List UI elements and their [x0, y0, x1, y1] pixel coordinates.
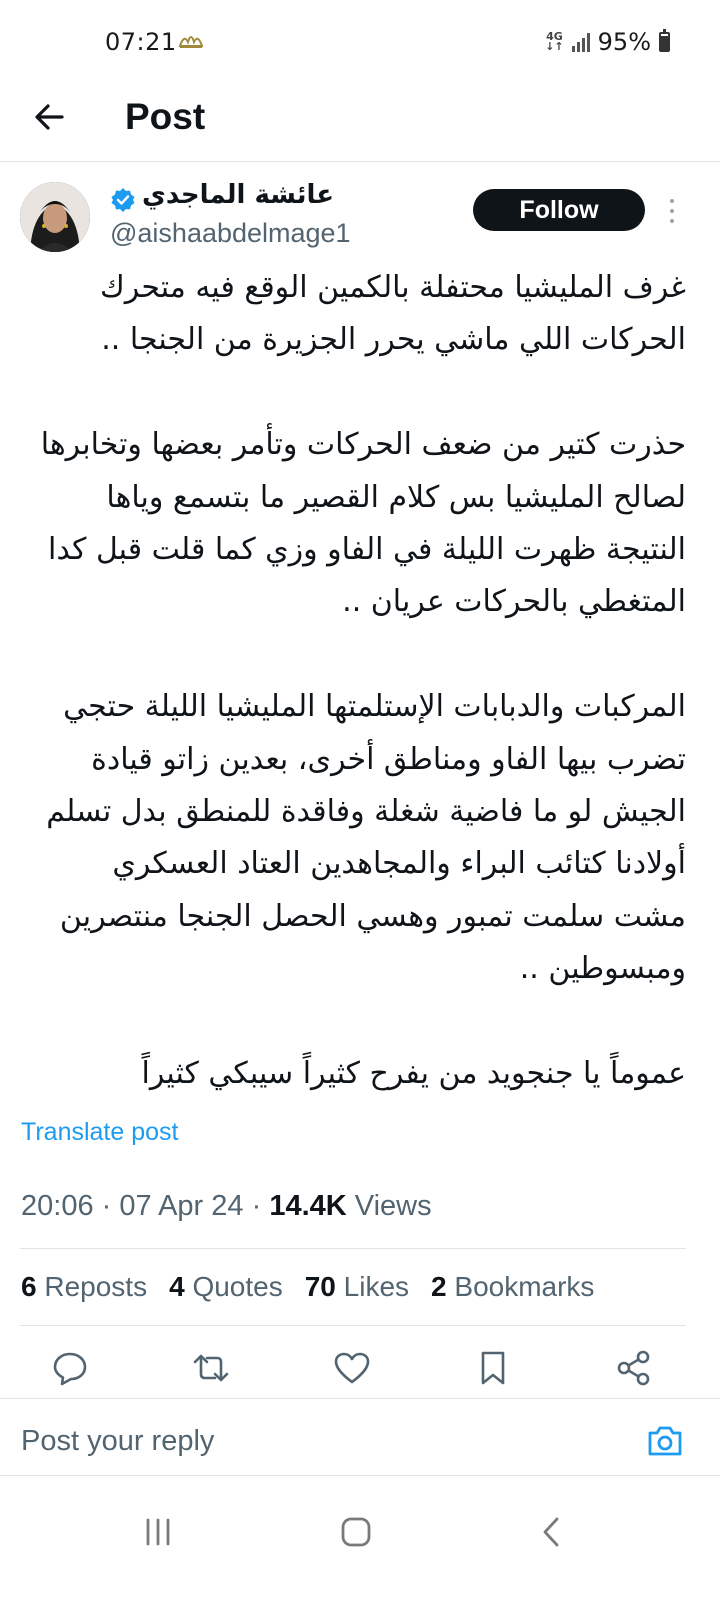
- post-line: لصالح المليشيا بس كلام القصير ما بتسمع وياها: [106, 479, 686, 515]
- bookmarks-count: 2: [431, 1271, 447, 1302]
- bookmarks-stat[interactable]: [431, 1271, 594, 1303]
- post-line: المركبات والدبابات الإستلمتها المليشيا الليلة حتجي: [63, 689, 686, 725]
- home-icon[interactable]: [336, 1512, 376, 1552]
- reply-input[interactable]: Post your reply: [21, 1425, 215, 1457]
- action-bar: [0, 1340, 720, 1398]
- back-arrow-icon: [30, 98, 68, 136]
- views-count: 14.4K: [269, 1190, 347, 1222]
- post-line: مشت سلمت تمبور وهسي الحصل الجنجا منتصرين: [59, 898, 686, 934]
- post-line: المتغطي بالحركات عريان ..: [342, 584, 686, 620]
- like-icon[interactable]: [332, 1348, 372, 1388]
- meta-separator: ·: [101, 1190, 112, 1222]
- meta-separator: ·: [251, 1190, 262, 1222]
- network-label: 4G: [546, 30, 563, 43]
- author-handle[interactable]: @aishaabdelmage1: [110, 218, 351, 248]
- reposts-count: 6: [21, 1271, 37, 1302]
- divider: [20, 1248, 686, 1249]
- divider: [20, 1325, 686, 1326]
- likes-stat[interactable]: [305, 1271, 409, 1303]
- app-bar: [0, 80, 720, 162]
- quotes-stat[interactable]: [169, 1271, 283, 1303]
- back-nav-icon[interactable]: [532, 1512, 572, 1552]
- post-line: الجيش لو ما فاضية شغلة وفاقدة للمنطق بدل تسلم: [46, 794, 686, 830]
- post-line: النتيجة ظهرت الليلة في الفاو وزي كما قلت قبل كدا: [48, 532, 686, 568]
- reposts-stat[interactable]: [21, 1271, 147, 1303]
- status-time: 07:21: [105, 28, 177, 56]
- quotes-count: 4: [169, 1271, 185, 1302]
- likes-label: Likes: [343, 1271, 410, 1302]
- follow-button[interactable]: Follow: [473, 189, 645, 231]
- post-meta: [21, 1190, 432, 1223]
- battery-icon: [659, 32, 670, 52]
- reply-bar: [0, 1398, 720, 1476]
- more-options-icon[interactable]: [663, 196, 681, 226]
- back-button[interactable]: [30, 98, 68, 136]
- post-line: عموماً يا جنجويد من يفرح كثيراً سيبكي كثيراً: [141, 1056, 686, 1092]
- notification-icon: [178, 30, 204, 55]
- post-line: ومبسوطين ..: [519, 951, 686, 987]
- post-line: الحركات اللي ماشي يحرر الجزيرة من الجنجا ..: [101, 322, 686, 358]
- post-line: تضرب بيها الفاو ومناطق أخرى، بعدين زاتو قيادة: [91, 741, 686, 777]
- battery-percent: 95%: [597, 28, 651, 56]
- repost-icon[interactable]: [191, 1348, 231, 1388]
- author-name[interactable]: عائشة الماجدي: [142, 180, 335, 210]
- signal-icon: [572, 32, 590, 52]
- post-line: غرف المليشيا محتفلة بالكمين الوقع فيه متحرك: [100, 270, 686, 305]
- camera-icon[interactable]: [646, 1423, 684, 1459]
- reposts-label: Reposts: [44, 1271, 148, 1302]
- system-nav-bar: [0, 1476, 720, 1600]
- views-label: Views: [354, 1190, 432, 1222]
- recents-icon[interactable]: [138, 1512, 178, 1552]
- quotes-label: Quotes: [192, 1271, 283, 1302]
- avatar[interactable]: [20, 182, 90, 252]
- bookmark-icon[interactable]: [473, 1348, 513, 1388]
- reply-icon[interactable]: [50, 1348, 90, 1388]
- post-line: أولادنا كتائب البراء والمجاهدين العتاد العسكري: [112, 846, 686, 882]
- post-time: 20:06: [21, 1190, 94, 1222]
- verified-badge-icon: [110, 187, 136, 213]
- post-date: 07 Apr 24: [119, 1190, 244, 1222]
- share-icon[interactable]: [614, 1348, 654, 1388]
- likes-count: 70: [304, 1271, 336, 1302]
- post-text: [20, 262, 686, 1100]
- page-title: Post: [125, 96, 206, 137]
- translate-post-link[interactable]: Translate post: [21, 1118, 179, 1146]
- status-bar: [0, 0, 720, 80]
- post-line: حذرت كتير من ضعف الحركات وتأمر بعضها وتخابرها: [40, 427, 686, 463]
- network-4g-icon: 4G ↓↑: [545, 30, 564, 53]
- bookmarks-label: Bookmarks: [454, 1271, 595, 1302]
- post-stats: [21, 1271, 594, 1303]
